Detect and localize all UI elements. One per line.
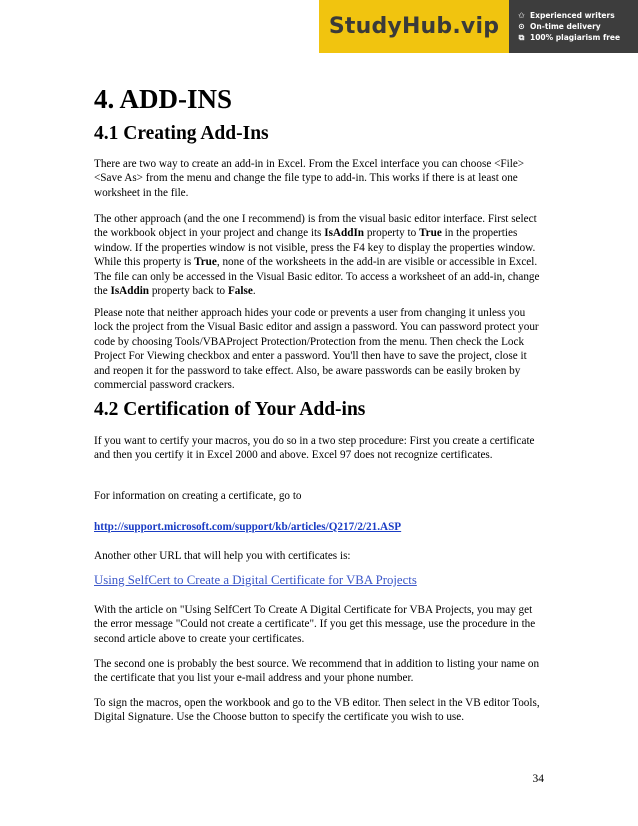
link-selfcert-container bbox=[94, 573, 544, 588]
feature-plagiarism-free bbox=[517, 33, 638, 43]
studyhub-logo[interactable] bbox=[319, 0, 509, 53]
paragraph-sign-macros: To sign the macros, open the workbook and go to the VB editor. Then select in the VB editor Tools, Digital Signature. Use the Choose button to specify the certificate you wish to use. bbox=[94, 697, 540, 724]
section-heading-certification: 4.2 Certification of Your Add-ins bbox=[94, 399, 366, 420]
paragraph-another-url: Another other URL that will help you with certificates is: bbox=[94, 550, 351, 562]
banner-features bbox=[509, 0, 638, 53]
link-support-microsoft[interactable]: http://support.microsoft.com/support/kb/articles/Q217/2/21.ASP bbox=[94, 521, 402, 533]
paragraph-best-source: The second one is probably the best source. We recommend that in addition to listing your name on the certificate that you list your e-mail address and your phone number. bbox=[94, 658, 540, 685]
feature-experienced-writers bbox=[517, 11, 638, 20]
link-selfcert[interactable]: Using SelfCert to Create a Digital Certificate for VBA Projects bbox=[94, 573, 417, 587]
section-heading-creating-add-ins: 4.1 Creating Add-Ins bbox=[94, 123, 269, 144]
link-support-microsoft-container bbox=[94, 520, 544, 534]
page-title: 4. ADD-INS bbox=[94, 84, 233, 114]
clock-icon: ⊙ bbox=[518, 21, 525, 31]
feature-label: 100% plagiarism free bbox=[530, 33, 621, 42]
page-number: 34 bbox=[532, 773, 544, 785]
paragraph-two-ways: There are two way to create an add-in in Excel. From the Excel interface you can choose <File><Save As> from the menu and change the file type to add-in. This works if there is at least one worksheet in the file. bbox=[94, 158, 525, 199]
star-icon: ✩ bbox=[518, 10, 525, 20]
studyhub-banner[interactable] bbox=[319, 0, 638, 53]
paragraph-info-certificate: For information on creating a certificate, go to bbox=[94, 490, 302, 502]
paragraph-password-note: Please note that neither approach hides your code or prevents a user from changing it unless you lock the project from the Visual Basic editor and assign a password. You can password protect your code by choosing Tools/VBAProject Protection/Protection from the menu. Then check the Lock Project For Viewing checkbox and enter a password. You'll then have to save the project, close it and reopen it for the password to take effect. Also, be aware passwords can be easily broken by commercial password crackers. bbox=[94, 307, 539, 392]
feature-label: On-time delivery bbox=[530, 21, 601, 31]
feature-on-time-delivery bbox=[517, 22, 638, 31]
logo-text: StudyHub.vip bbox=[328, 14, 500, 39]
paragraph-certify-macros: If you want to certify your macros, you do so in a two step procedure: First you create a certificate and then you certify it in Excel 2000 and above. Excel 97 does not recognize certificates. bbox=[94, 435, 535, 462]
copy-icon: ⧉ bbox=[518, 32, 525, 42]
paragraph-selfcert-article: With the article on "Using SelfCert To Create A Digital Certificate for VBA Projects, you may get the error message "Could not create a certificate". If you get this message, use the procedure in the second article above to create your certificates. bbox=[94, 604, 536, 645]
paragraph-other-approach: The other approach (and the one I recommend) is from the visual basic editor interface. First select the workbook object in your project and change its IsAddIn property to True in the properties window. If the properties window is not visible, press the F4 key to display the properties window. While this property is True, none of the worksheets in the add-in are visible or accessible in Excel. The file can only be accessed in the Visual Basic editor. To access a worksheet of an add-in, change the IsAddin property back to False. bbox=[94, 213, 540, 298]
feature-label: Experienced writers bbox=[530, 10, 615, 20]
